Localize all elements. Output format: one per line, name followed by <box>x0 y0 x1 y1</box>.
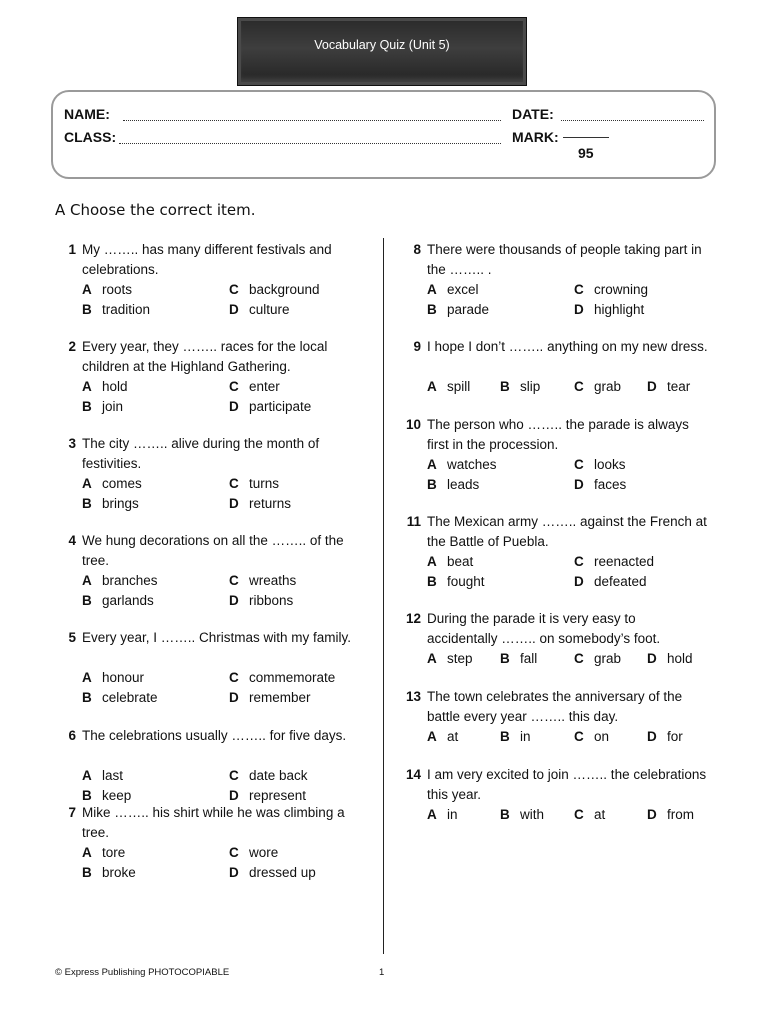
answer-option[interactable] <box>229 280 320 300</box>
question-number: 6 <box>68 728 76 743</box>
option-letter: A <box>82 476 92 491</box>
option-letter: D <box>574 301 584 317</box>
option-text: slip <box>520 379 541 394</box>
option-letter: B <box>500 651 510 666</box>
option-text: keep <box>102 787 132 803</box>
option-letter: C <box>229 573 239 588</box>
option-text: fall <box>520 651 538 666</box>
option-text: reenacted <box>594 554 655 569</box>
option-letter: A <box>427 651 437 666</box>
question-text: My …….. has many different festivals and celebrations. <box>82 242 332 277</box>
mark-total: 95 <box>578 145 594 161</box>
option-letter: B <box>82 301 92 317</box>
option-letter: D <box>647 807 657 822</box>
option-text: parade <box>447 301 490 317</box>
answer-option[interactable] <box>500 649 537 669</box>
answer-option[interactable] <box>229 591 293 611</box>
option-letter: A <box>82 379 92 394</box>
question-text: Mike …….. his shirt while he was climbing a tree. <box>82 805 345 840</box>
option-text: on <box>594 729 610 744</box>
question-number: 11 <box>406 514 421 529</box>
option-letter: C <box>229 768 239 783</box>
option-text: watches <box>447 457 497 472</box>
option-text: enter <box>249 379 280 394</box>
option-letter: A <box>427 729 437 744</box>
option-text: leads <box>447 476 480 492</box>
option-letter: A <box>82 845 92 860</box>
option-text: at <box>594 807 606 822</box>
option-letter: A <box>427 554 437 569</box>
option-letter: D <box>229 495 239 511</box>
option-text: at <box>447 729 459 744</box>
option-letter: C <box>229 845 239 860</box>
option-text: returns <box>249 495 292 511</box>
question-number: 13 <box>405 689 421 704</box>
option-text: tear <box>667 379 691 394</box>
option-text: ribbons <box>249 592 294 608</box>
option-letter: C <box>574 729 584 744</box>
option-letter: B <box>427 301 437 317</box>
option-letter: C <box>574 554 584 569</box>
answer-option[interactable] <box>427 475 479 495</box>
option-text: roots <box>102 282 133 297</box>
option-letter: A <box>82 768 92 783</box>
quiz-title: Vocabulary Quiz (Unit 5) <box>237 17 527 86</box>
answer-option[interactable] <box>500 727 531 747</box>
name-field[interactable] <box>123 120 501 121</box>
option-letter: D <box>229 301 239 317</box>
option-letter: C <box>574 282 584 297</box>
answer-option[interactable] <box>574 727 609 747</box>
question-number: 8 <box>413 242 421 257</box>
question-text: We hung decorations on all the …….. of the tree. <box>82 533 344 568</box>
page-number: 1 <box>379 967 385 978</box>
option-text: branches <box>102 573 158 588</box>
question-number: 2 <box>68 339 76 354</box>
answer-option[interactable] <box>574 552 654 572</box>
option-text: brings <box>102 495 139 511</box>
question-number: 3 <box>68 436 76 451</box>
answer-option[interactable] <box>647 805 694 825</box>
class-label: CLASS: <box>64 129 117 145</box>
answer-option[interactable] <box>574 455 626 475</box>
question-text: The celebrations usually …….. for five days. <box>82 728 347 743</box>
question-number: 7 <box>68 805 76 820</box>
question-text: There were thousands of people taking part in the …….. . <box>427 242 702 277</box>
answer-option[interactable] <box>82 474 142 494</box>
answer-option[interactable] <box>82 766 123 786</box>
option-text: in <box>447 807 458 822</box>
answer-option[interactable] <box>82 494 139 514</box>
answer-option[interactable] <box>574 300 644 320</box>
column-divider <box>383 238 384 954</box>
option-text: comes <box>102 476 142 491</box>
answer-option[interactable] <box>574 377 621 397</box>
question-text: Every year, they …….. races for the local children at the Highland Gathering. <box>82 339 328 374</box>
question-number: 4 <box>68 533 76 548</box>
option-text: remember <box>249 689 311 705</box>
option-letter: A <box>82 670 92 685</box>
option-text: represent <box>249 787 307 803</box>
question-text: The Mexican army …….. against the French at the Battle of Puebla. <box>427 514 707 549</box>
answer-option[interactable] <box>500 805 544 825</box>
option-letter: C <box>574 457 584 472</box>
option-letter: B <box>500 379 510 394</box>
option-letter: C <box>229 670 239 685</box>
option-text: spill <box>447 379 471 394</box>
option-text: garlands <box>102 592 154 608</box>
answer-option[interactable] <box>574 572 647 592</box>
option-text: culture <box>249 301 290 317</box>
option-letter: A <box>82 573 92 588</box>
answer-option[interactable] <box>427 377 470 397</box>
question-text: I am very excited to join …….. the celebrations this year. <box>427 767 707 802</box>
answer-option[interactable] <box>82 280 132 300</box>
option-text: tradition <box>102 301 151 317</box>
option-text: beat <box>447 554 474 569</box>
answer-option[interactable] <box>229 474 279 494</box>
question-text: The city …….. alive during the month of festivities. <box>82 436 320 471</box>
question-number: 10 <box>405 417 421 432</box>
answer-option[interactable] <box>82 688 158 708</box>
answer-option[interactable] <box>82 668 144 688</box>
option-text: crowning <box>594 282 649 297</box>
option-letter: B <box>500 807 510 822</box>
option-text: from <box>667 807 694 822</box>
option-text: commemorate <box>249 670 336 685</box>
option-letter: D <box>229 689 239 705</box>
question-text: Every year, I …….. Christmas with my family. <box>82 630 352 645</box>
answer-option[interactable] <box>229 571 296 591</box>
copyright-footer: © Express Publishing PHOTOCOPIABLE <box>55 967 230 978</box>
answer-option[interactable] <box>647 649 693 669</box>
answer-option[interactable] <box>229 766 308 786</box>
answer-option[interactable] <box>229 688 311 708</box>
answer-option[interactable] <box>427 552 473 572</box>
option-letter: B <box>82 495 92 511</box>
option-letter: B <box>82 864 92 880</box>
option-text: last <box>102 768 124 783</box>
option-text: looks <box>594 457 626 472</box>
option-letter: D <box>647 379 657 394</box>
answer-option[interactable] <box>574 280 648 300</box>
option-text: participate <box>249 398 312 414</box>
answer-option[interactable] <box>229 377 280 397</box>
option-letter: C <box>574 807 584 822</box>
option-letter: D <box>574 573 584 589</box>
answer-option[interactable] <box>229 494 291 514</box>
date-label: DATE: <box>512 106 554 122</box>
question-number: 1 <box>68 242 76 257</box>
option-letter: B <box>427 476 437 492</box>
option-text: fought <box>447 573 485 589</box>
option-text: excel <box>447 282 479 297</box>
question-text: I hope I don’t …….. anything on my new dress. <box>427 339 708 354</box>
option-text: celebrate <box>102 689 158 705</box>
answer-option[interactable] <box>574 649 621 669</box>
answer-option[interactable] <box>229 397 311 417</box>
answer-option[interactable] <box>427 805 458 825</box>
option-text: hold <box>102 379 128 394</box>
question-number: 5 <box>68 630 76 645</box>
answer-option[interactable] <box>574 805 605 825</box>
answer-option[interactable] <box>647 377 690 397</box>
option-text: honour <box>102 670 145 685</box>
option-letter: D <box>647 651 657 666</box>
option-letter: B <box>82 592 92 608</box>
option-text: background <box>249 282 320 297</box>
question-text: The town celebrates the anniversary of the battle every year …….. this day. <box>427 689 683 724</box>
option-text: with <box>520 807 545 822</box>
answer-option[interactable] <box>82 397 123 417</box>
option-letter: D <box>229 398 239 414</box>
class-field[interactable] <box>119 143 501 144</box>
student-info-box <box>51 90 716 179</box>
option-letter: A <box>82 282 92 297</box>
answer-option[interactable] <box>82 300 150 320</box>
option-letter: C <box>574 379 584 394</box>
question-number: 14 <box>405 767 421 782</box>
question-number: 9 <box>413 339 421 354</box>
option-letter: C <box>574 651 584 666</box>
answer-option[interactable] <box>229 843 278 863</box>
date-field[interactable] <box>561 120 704 121</box>
option-letter: D <box>574 476 584 492</box>
option-letter: D <box>229 864 239 880</box>
option-letter: B <box>82 398 92 414</box>
option-letter: A <box>427 457 437 472</box>
option-text: defeated <box>594 573 647 589</box>
option-text: hold <box>667 651 693 666</box>
option-letter: C <box>229 476 239 491</box>
option-letter: B <box>82 689 92 705</box>
answer-option[interactable] <box>427 572 485 592</box>
option-text: in <box>520 729 531 744</box>
option-letter: C <box>229 379 239 394</box>
answer-option[interactable] <box>427 455 497 475</box>
option-letter: D <box>647 729 657 744</box>
option-letter: B <box>500 729 510 744</box>
question-number: 12 <box>405 611 421 626</box>
answer-option[interactable] <box>82 591 154 611</box>
answer-option[interactable] <box>427 280 479 300</box>
option-text: faces <box>594 476 627 492</box>
option-text: wreaths <box>249 573 297 588</box>
answer-option[interactable] <box>229 300 290 320</box>
option-text: tore <box>102 845 126 860</box>
answer-option[interactable] <box>82 843 125 863</box>
answer-option[interactable] <box>427 300 489 320</box>
name-label: NAME: <box>64 106 110 122</box>
option-text: grab <box>594 379 622 394</box>
option-text: highlight <box>594 301 645 317</box>
mark-label: MARK: <box>512 129 559 145</box>
option-text: join <box>102 398 124 414</box>
answer-option[interactable] <box>82 571 158 591</box>
option-text: dressed up <box>249 864 316 880</box>
option-letter: C <box>229 282 239 297</box>
answer-option[interactable] <box>500 377 540 397</box>
answer-option[interactable] <box>427 727 458 747</box>
option-letter: A <box>427 379 437 394</box>
option-text: date back <box>249 768 308 783</box>
option-text: wore <box>249 845 279 860</box>
answer-option[interactable] <box>82 863 136 883</box>
answer-option[interactable] <box>82 377 128 397</box>
option-text: grab <box>594 651 622 666</box>
question-text: The person who …….. the parade is always first in the procession. <box>427 417 689 452</box>
option-letter: D <box>229 787 239 803</box>
option-text: for <box>667 729 683 744</box>
answer-option[interactable] <box>427 649 473 669</box>
section-instruction: A Choose the correct item. <box>55 201 256 219</box>
answer-option[interactable] <box>229 863 316 883</box>
answer-option[interactable] <box>229 668 335 688</box>
option-text: step <box>447 651 473 666</box>
option-letter: D <box>229 592 239 608</box>
option-text: turns <box>249 476 280 491</box>
mark-fraction-line <box>563 137 609 138</box>
option-letter: A <box>427 282 437 297</box>
question-text: During the parade it is very easy to accidentally …….. on somebody’s foot. <box>427 611 661 646</box>
option-letter: B <box>427 573 437 589</box>
option-letter: B <box>82 787 92 803</box>
answer-option[interactable] <box>647 727 683 747</box>
option-text: broke <box>102 864 136 880</box>
option-letter: A <box>427 807 437 822</box>
answer-option[interactable] <box>574 475 626 495</box>
